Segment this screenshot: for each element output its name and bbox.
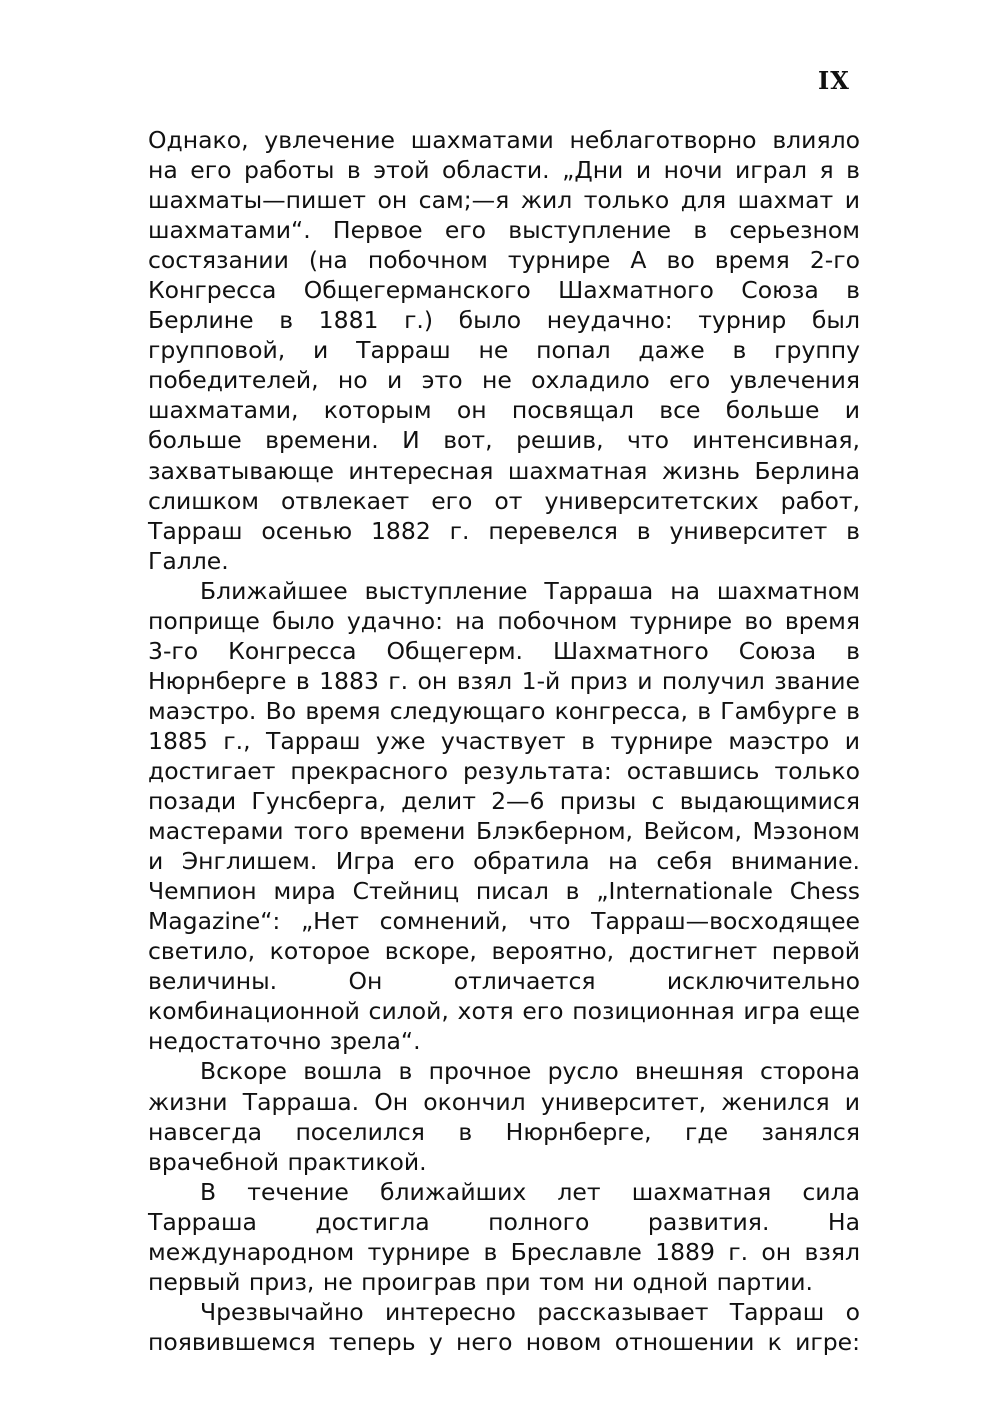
paragraph-3: Вскоре вошла в прочное русло внешняя сторона жизни Тарраша. Он окончил университет, женился и навсегда поселился в Нюрнберге, где занялся врачебной практикой. bbox=[148, 1057, 860, 1176]
body-text bbox=[148, 125, 860, 1357]
page-number: IX bbox=[818, 66, 850, 95]
paragraph-5: Чрезвычайно интересно рассказывает Тарраш о появившемся теперь у него новом отношении к игре: bbox=[148, 1297, 860, 1356]
paragraph-1: Однако, увлечение шахматами неблаготворно влияло на его работы в этой области. „Дни и ночи играл я в шахматы—пишет он сам;—я жил только для шахмат и шахматами“. Первое его выступление в серьезном состязании (на побочном турнире А во время 2-го Конгресса Общегерманского Шахматного Союза в Берлине в 1881 г.) было неудачно: турнир был групповой, и Тарраш не попал даже в группу победителей, но и это не охладило его увлечения шахматами, которым он посвящал все больше и больше времени. И вот, решив, что интенсивная, захватывающе интересная шахматная жизнь Берлина слишком отвлекает его от университетских работ, Тарраш осенью 1882 г. перевелся в университет в Галле. bbox=[148, 126, 860, 575]
paragraph-2: Ближайшее выступление Тарраша на шахматном поприще было удачно: на побочном турнире во время 3-го Конгресса Общегерм. Шахматного Союза в Нюрнберге в 1883 г. он взял 1-й приз и получил звание маэстро. Во время следующаго конгресса, в Гамбурге в 1885 г., Тарраш уже участвует в турнире маэстро и достигает прекрасного результата: оставшись только позади Гунсберга, делит 2—6 призы с выдающимися мастерами того времени Блэкберном, Вейсом, Мэзоном и Энглишем. Игра его обратила на себя внимание. Чемпион мира Стейниц писал в „Internationale Chess Magazine“: „Нет сомнений, что Тарраш—восходящее светило, которое вскоре, вероятно, достигнет первой величины. Он отличается исключительно комбинационной силой, хотя его позиционная игра еще недостаточно зрела“. bbox=[148, 576, 860, 1056]
paragraph-4: В течение ближайших лет шахматная сила Тарраша достигла полного развития. На международном турнире в Бреславле 1889 г. он взял первый приз, не проиграв при том ни одной партии. bbox=[148, 1177, 860, 1296]
